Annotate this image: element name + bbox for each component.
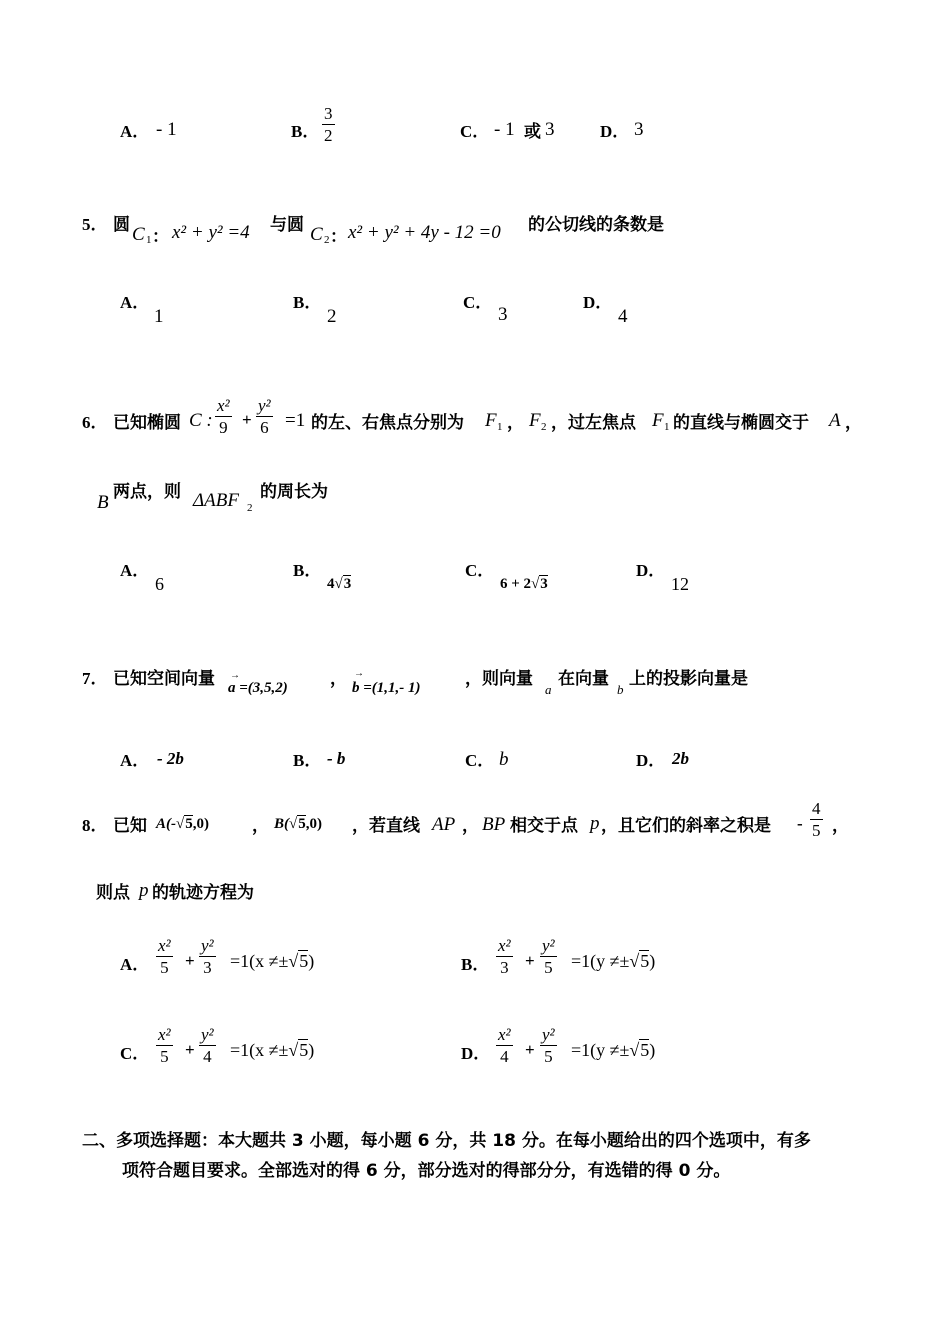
q7-vector-b-text: b =(1,1,- 1) — [352, 680, 421, 696]
q8-option-c-frac1-den: 5 — [160, 1047, 169, 1066]
q6-option-b-value: 4√3 — [327, 576, 352, 592]
q8-text-6: 的轨迹方程为 — [152, 883, 254, 903]
q7-option-b-value: - b — [327, 749, 346, 768]
q8-point-b-open: B( — [274, 816, 289, 832]
q8-option-a-plus: + — [185, 951, 195, 970]
q8-option-a-label: A． — [120, 955, 150, 974]
q8-ap: AP — [432, 814, 456, 835]
q5-option-a-value: 1 — [154, 306, 164, 327]
q7-comma: ， — [330, 669, 347, 689]
q4-option-b-den: 2 — [324, 126, 333, 145]
q7-vector-a-arrow: → — [230, 670, 240, 681]
q6-option-c-value: 6 + 2√3 — [500, 576, 548, 592]
q6-f1-again: F — [652, 410, 664, 431]
q6-text-6: 的周长为 — [260, 482, 328, 502]
section-2-line-2: 项符合题目要求。全部选对的得 6 分，部分选对的得部分分，有选错的得 0 分。 — [122, 1161, 731, 1181]
q7-a: a — [545, 682, 552, 697]
q5-colon-2: ： — [330, 227, 347, 247]
q6-option-a-value: 6 — [155, 574, 164, 594]
q6-frac-y-den: 6 — [260, 418, 269, 437]
q8-option-c-rp: ) — [308, 1040, 315, 1060]
q6-frac-y-num: y² — [258, 396, 271, 415]
q6-frac-x — [215, 396, 232, 439]
q8-number: 8． — [82, 816, 108, 835]
q4-option-a-label: A． — [120, 122, 150, 141]
q5-option-b-value: 2 — [327, 306, 337, 327]
q8-option-d-frac1-den: 4 — [500, 1047, 509, 1066]
q5-c2-sub: 2 — [324, 234, 330, 246]
q5-equation-1: x² + y² =4 — [172, 222, 250, 243]
q8-option-d-frac2-num: y² — [542, 1025, 555, 1044]
q8-option-a-rp: ) — [308, 951, 315, 971]
q6-option-b-coef: 4 — [327, 576, 335, 592]
q6-option-b-rad: 3 — [343, 576, 352, 592]
q8-text-5: 则点 — [96, 883, 130, 903]
q8-option-d-cond: =1(y ≠± — [571, 1040, 630, 1060]
q6-comma: ， — [507, 413, 524, 433]
q4-option-d-label: D． — [600, 122, 630, 141]
q6-text-3: ，过左焦点 — [551, 413, 636, 433]
q8-comma-3: ， — [832, 816, 849, 836]
q8-option-b-rad: 5 — [640, 951, 650, 971]
q8-p-2: p — [139, 880, 149, 901]
q8-minus: - — [797, 814, 803, 833]
q8-point-b-rad: 5 — [298, 816, 306, 832]
q6-option-d-label: D． — [636, 561, 666, 580]
q5-number: 5． — [82, 215, 108, 234]
q8-option-a-frac2-den: 3 — [203, 958, 212, 977]
q8-slope-fraction — [810, 799, 823, 842]
q8-option-b-label: B． — [461, 955, 490, 974]
q8-option-a-cond: =1(x ≠± — [230, 951, 289, 971]
q4-option-c-or: 或 — [524, 122, 541, 142]
q8-option-a-frac1-num: x² — [158, 936, 171, 955]
q8-option-a-frac2-num: y² — [201, 936, 214, 955]
q8-point-b-close: ,0) — [305, 816, 322, 832]
q8-option-c-tail: =1(x ≠±√5) — [230, 1040, 315, 1060]
q8-option-d-frac1 — [496, 1025, 513, 1068]
q7-b: b — [617, 682, 624, 697]
q7-option-a-label: A． — [120, 751, 150, 770]
q8-option-c-frac2-num: y² — [201, 1025, 214, 1044]
q7-vector-a — [228, 670, 288, 697]
q6-number: 6． — [82, 413, 108, 432]
q5-text-1: 圆 — [113, 215, 130, 235]
q7-vector-b-arrow: → — [354, 668, 364, 679]
q8-slope-den: 5 — [812, 821, 821, 840]
q8-option-c-frac1 — [156, 1025, 173, 1068]
q7-option-d-label: D． — [636, 751, 666, 770]
q6-f1-again-sub: 1 — [664, 421, 670, 433]
q8-option-b-plus: + — [525, 951, 535, 970]
q6-text-2: 的左、右焦点分别为 — [311, 413, 464, 433]
q8-comma-2: ， — [462, 816, 479, 836]
q8-option-b-cond: =1(y ≠± — [571, 951, 630, 971]
q6-f2: F — [529, 410, 541, 431]
q8-option-b-frac1-num: x² — [498, 936, 511, 955]
q8-option-b-frac2 — [540, 936, 557, 979]
q7-text-2: ，则向量 — [465, 669, 533, 689]
q5-option-a-label: A． — [120, 293, 150, 312]
q6-point-b: B — [97, 492, 109, 513]
q8-option-b-tail: =1(y ≠±√5) — [571, 951, 656, 971]
q8-option-c-plus: + — [185, 1040, 195, 1059]
q6-comma-2: ， — [845, 413, 862, 433]
q8-option-a-frac1-den: 5 — [160, 958, 169, 977]
q7-option-b-label: B． — [293, 751, 322, 770]
q7-option-a-value: - 2b — [157, 749, 184, 768]
q8-option-b-frac1 — [496, 936, 513, 979]
q7-text-4: 上的投影向量是 — [629, 669, 748, 689]
q5-c2: C — [310, 224, 323, 245]
q4-option-b-fraction — [322, 104, 335, 147]
q8-bp: BP — [482, 814, 506, 835]
section-2-line-1: 二、多项选择题：本大题共 3 小题，每小题 6 分，共 18 分。在每小题给出的四个选项中，有多 — [82, 1131, 811, 1151]
q8-option-a-tail: =1(x ≠±√5) — [230, 951, 315, 971]
q7-option-c-label: C． — [465, 751, 495, 770]
q8-option-c-frac1-num: x² — [158, 1025, 171, 1044]
q6-f1-sub: 1 — [497, 421, 503, 433]
q5-option-c-value: 3 — [498, 304, 508, 325]
q8-option-d-frac1-num: x² — [498, 1025, 511, 1044]
q6-point-a: A — [829, 410, 841, 431]
q6-frac-x-den: 9 — [219, 418, 228, 437]
q5-colon-1: ： — [152, 227, 169, 247]
q6-frac-y — [256, 396, 273, 439]
q7-number: 7． — [82, 669, 108, 688]
q8-option-d-frac2-den: 5 — [544, 1047, 553, 1066]
q8-option-d-frac2 — [540, 1025, 557, 1068]
q5-equation-2: x² + y² + 4y - 12 =0 — [348, 222, 501, 243]
q4-option-a-value: - 1 — [156, 119, 177, 140]
q8-p: p — [590, 813, 600, 834]
q7-text-3: 在向量 — [558, 669, 609, 689]
q8-point-a-close: ,0) — [192, 816, 209, 832]
q8-option-c-cond: =1(x ≠± — [230, 1040, 289, 1060]
q8-option-c-frac2-den: 4 — [203, 1047, 212, 1066]
q5-c1: C — [132, 224, 145, 245]
q6-text-5: 两点，则 — [113, 482, 181, 502]
q6-option-a-label: A． — [120, 561, 150, 580]
q5-text-3: 的公切线的条数是 — [528, 215, 664, 235]
q7-vector-b — [352, 668, 421, 697]
q8-text-1: 已知 — [113, 816, 147, 836]
q7-option-d-value: 2b — [672, 749, 689, 768]
q8-point-a: A(-√5,0) — [156, 816, 209, 832]
q6-option-c-label: C． — [465, 561, 495, 580]
q8-slope-num: 4 — [812, 799, 821, 818]
q8-option-c-rad: 5 — [299, 1040, 309, 1060]
q8-option-d-rp: ) — [649, 1040, 656, 1060]
q6-f2-sub: 2 — [541, 421, 547, 433]
q5-text-2: 与圆 — [270, 215, 304, 235]
q6-triangle-sub: 2 — [247, 502, 253, 514]
q8-option-b-frac1-den: 3 — [500, 958, 509, 977]
q6-text-1: 已知椭圆 — [113, 413, 181, 433]
q7-option-c-value: b — [499, 749, 509, 770]
q5-c1-sub: 1 — [146, 234, 152, 246]
q6-text-4: 的直线与椭圆交于 — [673, 413, 809, 433]
q8-option-a-frac1 — [156, 936, 173, 979]
q8-option-a-rad: 5 — [299, 951, 309, 971]
q8-option-d-rad: 5 — [640, 1040, 650, 1060]
q5-option-b-label: B． — [293, 293, 322, 312]
q4-option-c-value: - 1 — [494, 119, 515, 140]
q8-option-c-label: C． — [120, 1044, 150, 1063]
q5-option-d-value: 4 — [618, 306, 628, 327]
q4-option-c-value2: 3 — [545, 119, 555, 140]
q7-vector-a-text: a =(3,5,2) — [228, 680, 288, 696]
q6-f1: F — [485, 410, 497, 431]
q8-option-b-rp: ) — [649, 951, 656, 971]
q8-point-a-rad: 5 — [185, 816, 193, 832]
q8-point-a-open: A(- — [156, 816, 176, 832]
q5-option-c-label: C． — [463, 293, 493, 312]
q8-text-4: ，且它们的斜率之积是 — [601, 816, 771, 836]
q8-option-c-frac2 — [199, 1025, 216, 1068]
q4-option-b-label: B． — [291, 122, 320, 141]
q8-point-b: B(√5,0) — [274, 816, 322, 832]
q8-comma-1: ， — [252, 816, 269, 836]
q4-option-d-value: 3 — [634, 119, 644, 140]
q4-option-c-label: C． — [460, 122, 490, 141]
q8-option-b-frac2-den: 5 — [544, 958, 553, 977]
q6-option-c-rad: 3 — [540, 576, 548, 592]
q8-text-2: ，若直线 — [352, 816, 420, 836]
q8-option-d-label: D． — [461, 1044, 491, 1063]
q6-frac-x-num: x² — [217, 396, 230, 415]
q5-option-d-label: D． — [583, 293, 613, 312]
q8-text-3: 相交于点 — [510, 816, 578, 836]
q6-ellipse-name: C : — [189, 410, 213, 431]
q6-option-d-value: 12 — [671, 574, 689, 594]
q6-plus: + — [242, 410, 252, 429]
q6-triangle: ΔABF — [193, 490, 239, 511]
q8-option-a-frac2 — [199, 936, 216, 979]
q8-option-b-frac2-num: y² — [542, 936, 555, 955]
q4-option-b-num: 3 — [324, 104, 333, 123]
q8-option-d-plus: + — [525, 1040, 535, 1059]
q8-option-d-tail: =1(y ≠±√5) — [571, 1040, 656, 1060]
q6-option-c-coef: 6 + 2 — [500, 576, 532, 592]
q6-eq1: =1 — [285, 410, 306, 431]
q6-option-b-label: B． — [293, 561, 322, 580]
q7-text-1: 已知空间向量 — [113, 669, 215, 689]
